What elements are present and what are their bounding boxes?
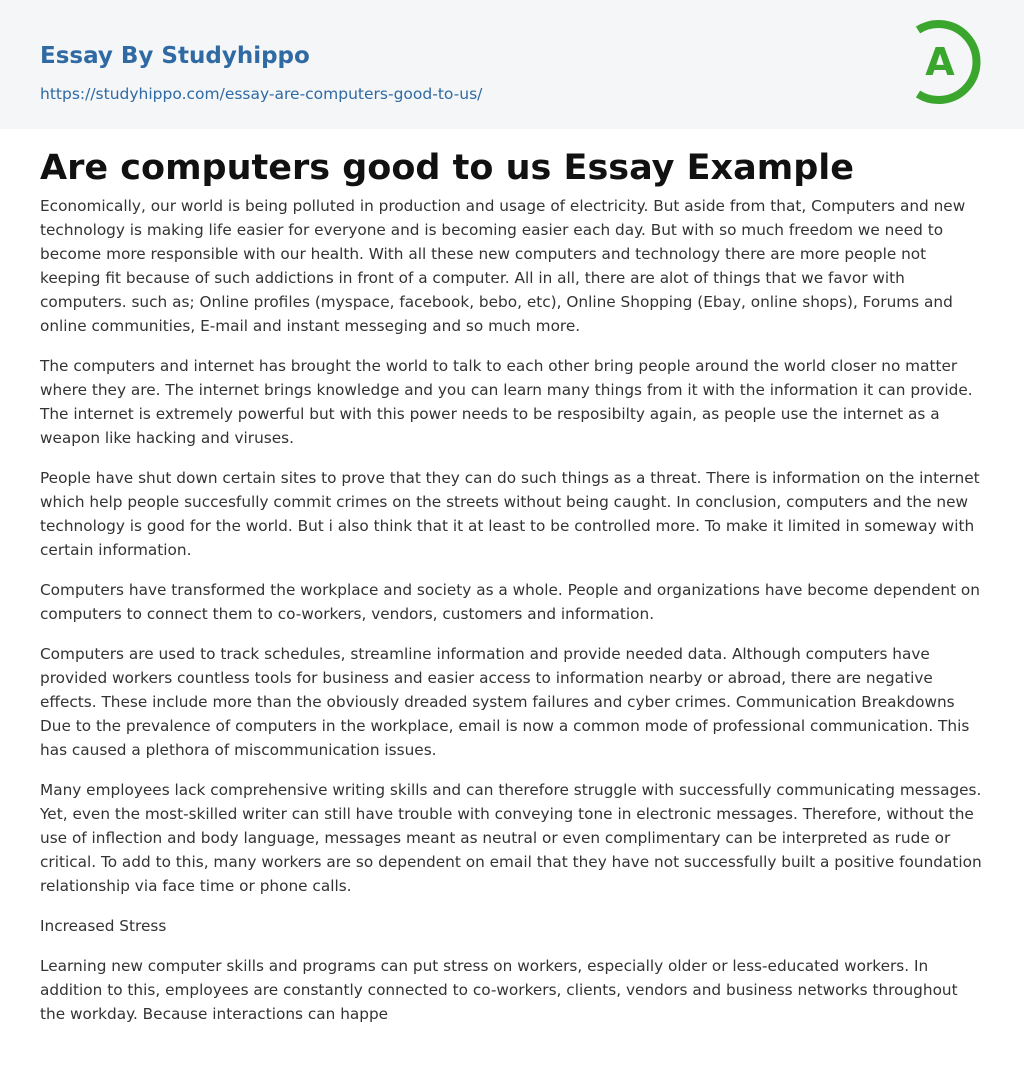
essay-paragraph: The computers and internet has brought the world to talk to each other bring people around the world closer no matter where they are. The internet brings knowledge and you can learn many things from it with the information it can provide. The internet is extremely powerful but with this power needs to be resposibilty again, as people use the internet as a weapon like hacking and viruses. bbox=[40, 357, 973, 447]
essay-paragraph: Learning new computer skills and programs can put stress on workers, especially older or less-educated workers. In addition to this, employees are constantly connected to co-workers, clients, vendors and business networks throughout the workday. Because interactions can happe bbox=[40, 957, 958, 1023]
essay-paragraph: People have shut down certain sites to prove that they can do such things as a threat. There is information on the internet which help people succesfully commit crimes on the streets without being caught. In conclusion, computers and the new technology is good for the world. But i also think that it at least to be controlled more. To make it limited in someway with certain information. bbox=[40, 469, 980, 559]
page-title: Are computers good to us Essay Example bbox=[40, 148, 855, 188]
brand-title: Essay By Studyhippo bbox=[40, 43, 310, 69]
logo-letter: A bbox=[925, 40, 955, 84]
essay-url-link[interactable]: https://studyhippo.com/essay-are-computers-good-to-us/ bbox=[40, 85, 483, 103]
site-header bbox=[0, 0, 1024, 129]
essay-body bbox=[40, 194, 986, 1042]
essay-paragraph: Many employees lack comprehensive writing skills and can therefore struggle with successfully communicating messages. Yet, even the most-skilled writer can still have trouble with conveying tone in electronic messages. Therefore, without the use of inflection and body language, messages meant as neutral or even complimentary can be interpreted as rude or critical. To add to this, many workers are so dependent on email that they have not successfully built a positive foundation relationship via face time or phone calls. bbox=[40, 781, 982, 895]
essay-paragraph: Economically, our world is being polluted in production and usage of electricity. But aside from that, Computers and new technology is making life easier for everyone and is becoming easier each day. But with so much freedom we need to become more responsible with our health. With all these new computers and technology there are more people not keeping fit because of such addictions in front of a computer. All in all, there are alot of things that we favor with computers. such as; Online profiles (myspace, facebook, bebo, etc), Online Shopping (Ebay, online shops), Forums and online communities, E-mail and instant messeging and so much more. bbox=[40, 197, 966, 335]
studyhippo-logo-icon[interactable] bbox=[908, 17, 988, 107]
essay-paragraph: Computers are used to track schedules, streamline information and provide needed data. Although computers have provided workers countless tools for business and easier access to information nearby or abroad, there are negative effects. These include more than the obviously dreaded system failures and cyber crimes. Communication Breakdowns Due to the prevalence of computers in the workplace, email is now a common mode of professional communication. This has caused a plethora of miscommunication issues. bbox=[40, 645, 970, 759]
section-heading-increased-stress: Increased Stress bbox=[40, 917, 167, 935]
essay-paragraph: Computers have transformed the workplace and society as a whole. People and organizations have become dependent on computers to connect them to co-workers, vendors, customers and information. bbox=[40, 581, 980, 623]
